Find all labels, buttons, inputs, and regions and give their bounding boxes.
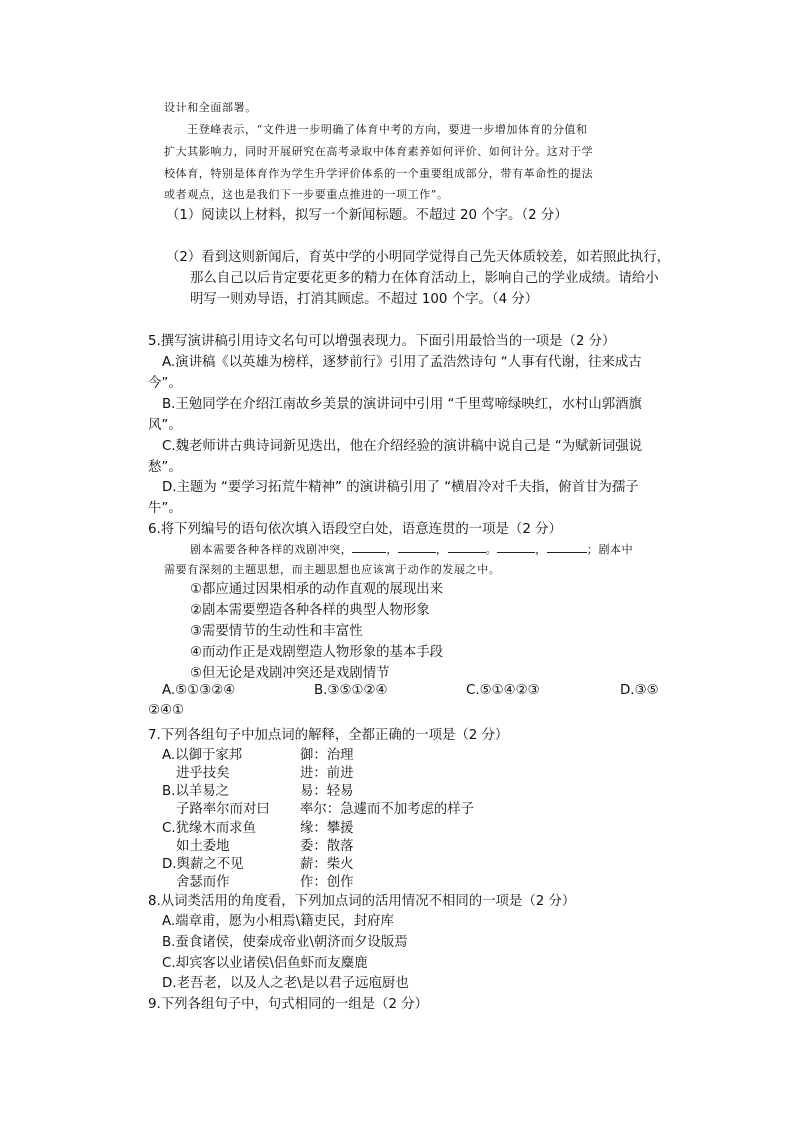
- blank-5: [547, 540, 587, 553]
- q7-row-1-gloss: 御：治理: [300, 748, 354, 763]
- q7-row-4-gloss: 率尔：急遽而不加考虑的样子: [300, 802, 475, 817]
- q5-option-b: B.王勉同学在介绍江南故乡美景的演讲词中引用 “千里莺啼绿映红，水村山郭酒旗: [162, 397, 642, 412]
- q6-para-comma-2: ，: [436, 543, 448, 556]
- passage-line-2: 王登峰表示，“文件进一步明确了体育中考的方向，要进一步增加体育的分值和: [187, 123, 588, 136]
- q7-row-8-gloss: 作：创作: [300, 875, 354, 890]
- q6-para-dot: 。: [485, 543, 498, 556]
- q7-row-2-gloss: 进：前进: [300, 766, 354, 781]
- q7-row-5-gloss: 缘：攀援: [300, 821, 354, 836]
- q6-para-comma-3: ，: [535, 543, 547, 556]
- blank-1: [352, 540, 386, 553]
- q8-option-c: C.却宾客以业诸侯\侣鱼虾而友麋鹿: [162, 956, 368, 971]
- q7-row-5-sentence: C.犹缘木而求鱼: [162, 821, 256, 836]
- q5-option-d: D.主题为 “要学习拓荒牛精神” 的演讲稿引用了 “横眉冷对千夫指，俯首甘为孺子: [162, 480, 639, 495]
- q5-option-d-cont: 牛”。: [148, 501, 182, 516]
- q6-para-semi: ；剧本中: [586, 543, 634, 556]
- q7-row-7-sentence: D.舆薪之不见: [162, 857, 244, 872]
- q5-stem: 5.撰写演讲稿引用诗文名句可以增强表现力。下面引用最恰当的一项是（2 分）: [148, 334, 616, 349]
- q6-paragraph-line-1: [190, 540, 633, 557]
- q6-option-d-cont: ②④①: [148, 703, 185, 718]
- q9-stem: 9.下列各组句子中，句式相同的一组是（2 分）: [148, 997, 428, 1012]
- q5-option-b-cont: 风”。: [148, 418, 182, 433]
- q8-option-d: D.老吾老，以及人之老\是以君子远庖厨也: [162, 976, 409, 991]
- q7-row-4-sentence: 子路率尔而对曰: [176, 802, 270, 817]
- q5-option-c-cont: 愁”。: [148, 460, 182, 475]
- q5-option-a-cont: 今”。: [148, 376, 182, 391]
- q4-sub2-line-1: （2）看到这则新闻后，育英中学的小明同学觉得自己先天体质较差，如若照此执行，: [166, 250, 670, 265]
- q6-item-2: ②剧本需要塑造各种各样的典型人物形象: [190, 603, 430, 618]
- q6-item-4: ④而动作正是戏剧塑造人物形象的基本手段: [190, 645, 444, 660]
- q7-row-7-gloss: 薪：柴火: [300, 857, 354, 872]
- q6-item-5: ⑤但无论是戏剧冲突还是戏剧情节: [190, 666, 390, 681]
- q7-row-2-sentence: 进乎技矣: [176, 766, 230, 781]
- q7-stem: 7.下列各组句子中加点词的解释，全都正确的一项是（2 分）: [148, 728, 509, 743]
- q6-item-1: ①都应通过因果相承的动作直观的展现出来: [190, 582, 444, 597]
- q6-option-a: A.⑤①③②④: [162, 683, 236, 698]
- passage-line-1: 设计和全面部署。: [164, 101, 257, 114]
- q6-para-start: 剧本需要各种各样的戏剧冲突，: [190, 543, 353, 556]
- q8-option-a: A.端章甫，愿为小相焉\籍吏民，封府库: [162, 914, 394, 929]
- passage-line-3: 扩大其影响力，同时开展研究在高考录取中体育素养如何评价、如何计分。这对于学: [164, 145, 594, 158]
- q7-row-1-sentence: A.以御于家邦: [162, 748, 243, 763]
- q6-option-b: B.③⑤①②④: [314, 683, 388, 698]
- q6-option-c: C.⑤①④②③: [466, 683, 540, 698]
- q6-option-d: D.③⑤: [620, 683, 659, 698]
- blank-4: [497, 540, 535, 553]
- q5-option-c: C.魏老师讲古典诗词新见迭出，他在介绍经验的演讲稿中说自己是 “为赋新词强说: [162, 439, 643, 454]
- q6-para-comma-1: ，: [386, 543, 399, 556]
- q4-sub2-line-3: 明写一则劝导语，打消其顾虑。不超过 100 个字。（4 分）: [190, 292, 539, 307]
- q6-stem: 6.将下列编号的语句依次填入语段空白处，语意连贯的一项是（2 分）: [148, 522, 562, 537]
- q7-row-8-sentence: 舍瑟而作: [176, 875, 230, 890]
- q7-row-6-gloss: 委：散落: [300, 839, 354, 854]
- passage-line-4: 校体育，特别是体育作为学生升学评价体系的一个重要组成部分，带有革命性的提法: [164, 167, 594, 180]
- q8-stem: 8.从词类活用的角度看，下列加点词的活用情况不相同的一项是（2 分）: [148, 894, 576, 909]
- blank-3: [448, 540, 486, 553]
- q7-row-3-gloss: 易：轻易: [300, 784, 354, 799]
- q7-row-6-sentence: 如土委地: [176, 839, 230, 854]
- q6-paragraph-line-2: 需要有深刻的主题思想，而主题思想也应该寓于动作的发展之中。: [164, 563, 501, 576]
- q4-sub2-line-2: 那么自己以后肯定要花更多的精力在体育活动上，影响自己的学业成绩。请给小: [190, 271, 659, 286]
- blank-2: [398, 540, 436, 553]
- q7-row-3-sentence: B.以羊易之: [162, 784, 230, 799]
- q4-sub1: （1）阅读以上材料，拟写一个新闻标题。不超过 20 个字。（2 分）: [166, 208, 568, 223]
- q6-item-3: ③需要情节的生动性和丰富性: [190, 624, 363, 639]
- passage-line-5: 或者观点，这也是我们下一步要重点推进的一项工作”。: [164, 188, 449, 201]
- q5-option-a: A.演讲稿《以英雄为榜样，逐梦前行》引用了孟浩然诗句 “人事有代谢，往来成古: [162, 355, 642, 370]
- q8-option-b: B.蚕食诸侯，使秦成帝业\朝济而夕设版焉: [162, 935, 408, 950]
